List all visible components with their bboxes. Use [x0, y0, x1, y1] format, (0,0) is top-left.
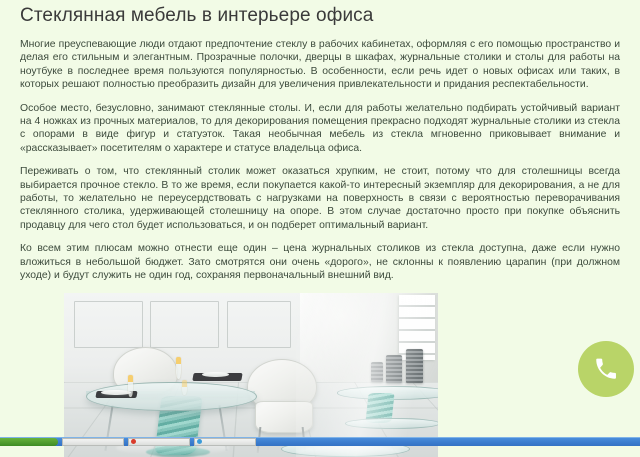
article-paragraph: Ко всем этим плюсам можно отнести еще один – цена журнальных столиков из стекла доступна, даже если нужно вложиться в небольшой бюджет. Зато смотрятся они очень «дорого», не склонны к появлению царапин (при должном уходе) и будут служить не один год, сохраняя первоначальный внешний вид.: [20, 243, 620, 282]
taskbar-item-icon: [131, 439, 136, 444]
article-paragraph: Переживать о том, что стеклянный столик может оказаться хрупким, не стоит, потому что для столешницы всегда выбирается прочное стекло. В то же время, если покупается какой-то интересный экземпляр для декорирования, а не для работы, то желательно не переусердствовать с нагрузками на поверхность в связи с вероятностью переворачивания стеклянного столика, удерживающей столешницу на опоре. В этом случае достаточно просто при покупке объяснить продавцу для чего стол будет использоваться, и он подберет оптимальный вариант.: [20, 166, 620, 231]
taskbar-item[interactable]: [194, 438, 256, 446]
taskbar-item[interactable]: [62, 438, 124, 446]
white-chair-right-seat: [255, 401, 313, 433]
os-taskbar[interactable]: [0, 437, 640, 446]
taskbar-item-icon: [197, 439, 202, 444]
article-paragraph: Многие преуспевающие люди отдают предпочтение стеклу в рабочих кабинетах, оформляя с его помощью пространство и делая его стильным и элегантным. Прозрачные полочки, дверцы в шкафах, журнальные столики и столы для работы на ноутбуке в последнее время пользуются популярностью. В особенности, если речь идет о новых офисах или таких, в которых решают полностью преобразить дизайн для увеличения привлекательности и придания респектабельности.: [20, 39, 620, 91]
decorative-vase: [371, 362, 383, 382]
article-paragraph: Особое место, безусловно, занимают стеклянные столы. И, если для работы желательно подбирать устойчивый вариант на 4 ножках из прочных материалов, то для декорирования помещения прекрасно подходят журнальные столики из стекла с опорами в виде фигур и статуэток. Такая необычная мебель из стекла мгновенно приковывает внимание и «рассказывает» посетителям о характере и статусе владельца офиса.: [20, 102, 620, 154]
article-image: [64, 293, 438, 457]
champagne-flute-reflection: [182, 380, 187, 395]
taskbar-item[interactable]: [128, 438, 190, 446]
taskbar-start-button[interactable]: [0, 438, 58, 446]
wall-panel-frame: [227, 301, 291, 348]
page-title: Стеклянная мебель в интерьере офиса: [20, 5, 374, 26]
decorative-vase: [386, 355, 403, 383]
decorative-vase: [406, 349, 423, 383]
call-back-button[interactable]: [578, 341, 634, 397]
bowl: [202, 372, 228, 377]
phone-icon: [593, 356, 619, 382]
wall-panel-frame: [74, 301, 143, 348]
interior-scene: [64, 293, 438, 457]
champagne-flute: [128, 375, 133, 397]
wall-panel-frame: [150, 301, 219, 348]
champagne-flute: [176, 357, 181, 379]
